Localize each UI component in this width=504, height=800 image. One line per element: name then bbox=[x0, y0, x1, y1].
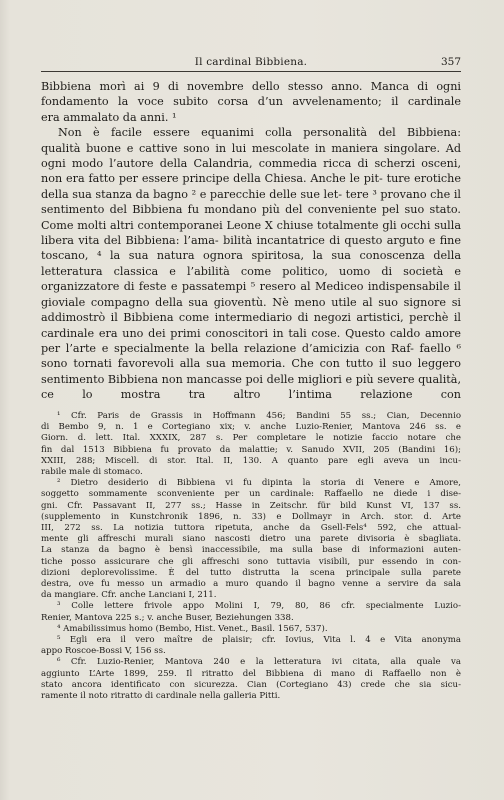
footnote-line: XXIII, 288; Miscell. di stor. Ital. II, 130. A quanto pare egli aveva un incu- bbox=[41, 455, 461, 466]
footnote-line: (supplemento in Kunstchronik 1896, n. 33) e Dollmayr in Arch. stor. d. Arte bbox=[41, 511, 461, 522]
running-title: Il cardinal Bibbiena. bbox=[194, 56, 308, 68]
text-line: faello ⁶ sono tornati favorevoli alla sua memoria. Che con tutto il bbox=[41, 341, 461, 371]
footnote-line: ² Dietro desiderio di Bibbiena vi fu dipinta la storia di Venere e Amore, bbox=[57, 478, 461, 489]
footnote-line: La stanza da bagno è bensì inaccessibile, ma sulla base di informazioni auten- bbox=[41, 545, 461, 556]
text-line: della sua gioventù. Nè meno utile al suo signore si addimostrò il bbox=[41, 295, 462, 325]
footnote-line: fin dal 1513 Bibbiena fu provato da malattie; v. Sanudo XVII, 205 (Bandini 16); bbox=[41, 444, 461, 455]
running-header bbox=[41, 55, 461, 69]
footnote-line: rabile male di stomaco. bbox=[41, 467, 143, 478]
text-line: osceni, non era fatto per essere principe della Chiesa. Anche le pit- bbox=[41, 157, 461, 186]
footnote-4 bbox=[41, 624, 461, 635]
text-line: qualità buone e cattive sono in lui mescolate in maniera singolare. bbox=[41, 141, 441, 155]
footnote-3 bbox=[41, 601, 461, 612]
header-rule bbox=[41, 71, 461, 72]
footnotes bbox=[41, 411, 461, 702]
footnote-5-end bbox=[41, 646, 461, 657]
text-line: bilità incantatrice di questo arguto e fine toscano, ⁴ la sua natura bbox=[41, 234, 461, 263]
text-line: l’abilità come politico, uomo di società e organizzatore di feste e bbox=[41, 264, 461, 294]
footnote-line: ⁴ Amabilissimus homo (Bembo, Hist. Venet., Basil. 1567, 537). bbox=[57, 623, 328, 634]
footnote-2-cont bbox=[41, 489, 461, 590]
footnote-6-cont bbox=[41, 669, 461, 691]
text-line: Non è facile essere equanimi colla personalità del Bibbiena: bbox=[58, 126, 461, 140]
page-number: 357 bbox=[440, 56, 461, 68]
footnote-1-end bbox=[41, 467, 461, 478]
text-line: conveniente pel suo stato. Come molti altri contemporanei Leone X bbox=[41, 203, 461, 232]
text-line: chiuse totalmente gli occhi sulla libera vita del Bibbiena: l’ama- bbox=[41, 218, 461, 248]
footnote-line: Renier, Mantova 225 s.; v. anche Buser, Beziehungen 338. bbox=[41, 612, 294, 623]
footnote-line: ⁶ Cfr. Luzio-Renier, Mantova 240 e la letteratura ivi citata, alla quale va bbox=[57, 657, 461, 668]
footnote-line: soggetto sommamente sconveniente per un cardinale: Raffaello ne diede i dise- bbox=[41, 489, 461, 500]
paragraph-2-cont bbox=[41, 141, 461, 403]
text-line: era ammalato da anni. ¹ bbox=[41, 110, 177, 124]
text-line: era uno dei primi conoscitori in tali cose. Questo caldo amore bbox=[98, 326, 461, 340]
text-line: e più severe qualità, ce lo mostra tra altro l’intima relazione con bbox=[41, 372, 461, 402]
text-line: ognora spiritosa, la sua conoscenza della letteratura classica e bbox=[41, 249, 461, 278]
footnote-2-end bbox=[41, 590, 461, 601]
text-line: passatempi ⁵ resero al Mediceo indispensabile il gioviale compagno bbox=[41, 280, 461, 309]
footnote-1 bbox=[41, 411, 461, 422]
footnote-line: ⁵ Egli era il vero maître de plaisir; cfr. Iovius, Vita l. 4 e Vita anonyma bbox=[57, 635, 461, 646]
footnote-1-cont bbox=[41, 422, 461, 467]
paragraph-1-end bbox=[41, 110, 461, 125]
footnote-line: stato ancora identificato con sicurezza. Cian (Cortegiano 43) crede che sia sicu- bbox=[41, 679, 461, 690]
footnote-line: mente gli affreschi murali siano nascosti dietro una parete divisoria è sbagliata. bbox=[41, 534, 461, 545]
footnote-line: ramente il noto ritratto di cardinale nella galleria Pitti. bbox=[41, 691, 281, 702]
text-line: Bibbiena morì ai 9 di novembre dello stesso anno. Manca di ogni bbox=[41, 80, 461, 93]
text-line: fondamento la voce subito corsa d’un avvelenamento; il cardinale bbox=[41, 95, 461, 109]
footnote-2 bbox=[41, 478, 461, 489]
text-line: suo leggero sentimento Bibbiena non mancasse poi delle migliori bbox=[41, 357, 461, 386]
text-line: ture erotiche della sua stanza da bagno ² e parecchie delle sue let- bbox=[41, 172, 461, 201]
text-line: Ad ogni modo l’autore della Calandria, commedia ricca di scherzi bbox=[41, 141, 461, 171]
text-line: per l’arte e specialmente la bella relazione d’amicizia con Raf- bbox=[41, 341, 414, 355]
footnote-line: dizioni deplorevolissime. È del tutto distrutta la scena principale sulla parete bbox=[41, 567, 461, 578]
footnote-line: Giorn. d. lett. Ital. XXXIX, 287 s. Per completare le notizie faccio notare che bbox=[41, 433, 461, 444]
paragraph-2 bbox=[41, 125, 461, 140]
footnote-line: aggiunto L’Arte 1899, 259. Il ritratto del Bibbiena di mano di Raffaello non è bbox=[41, 668, 461, 679]
footnote-line: da mangiare. Cfr. anche Lanciani I, 211. bbox=[41, 590, 217, 601]
footnote-3-end bbox=[41, 613, 461, 624]
footnote-line: III, 272 ss. La notizia tuttora ripetuta, anche da Gsell-Fels⁴ 592, che attual- bbox=[41, 523, 461, 534]
footnote-6-end bbox=[41, 691, 461, 702]
footnote-line: destra, ove fu messo un armadio a muro quando il bagno venne a servire da sala bbox=[41, 579, 461, 590]
footnote-line: gni. Cfr. Passavant II, 277 ss.; Hasse in Zeitschr. für bild Kunst VI, 137 ss. bbox=[41, 500, 461, 511]
footnote-line: ¹ Cfr. Paris de Grassis in Hoffmann 456; Bandini 55 ss.; Cian, Decennio bbox=[57, 411, 461, 421]
footnote-line: ³ Colle lettere frivole appo Molini I, 79, 80, 86 cfr. specialmente Luzio- bbox=[57, 601, 461, 612]
paragraph-1 bbox=[41, 79, 461, 110]
footnote-5 bbox=[41, 635, 461, 646]
footnote-line: tiche posso assicurare che gli affreschi sono tuttavia visibili, pur essendo in con- bbox=[41, 556, 461, 567]
text-line: tere ³ provano che il sentimento del Bibbiena fu mondano più del bbox=[41, 187, 462, 217]
text-line: Bibbiena come intermediario di negozi artistici, perchè il cardinale bbox=[41, 311, 461, 340]
footnote-line: appo Roscoe-Bossi V, 156 ss. bbox=[41, 646, 166, 657]
main-text bbox=[41, 79, 461, 403]
footnote-line: di Bembo 9, n. 1 e Cortegiano xix; v. anche Luzio-Renier, Mantova 246 ss. e bbox=[41, 422, 461, 433]
footnote-6 bbox=[41, 657, 461, 668]
